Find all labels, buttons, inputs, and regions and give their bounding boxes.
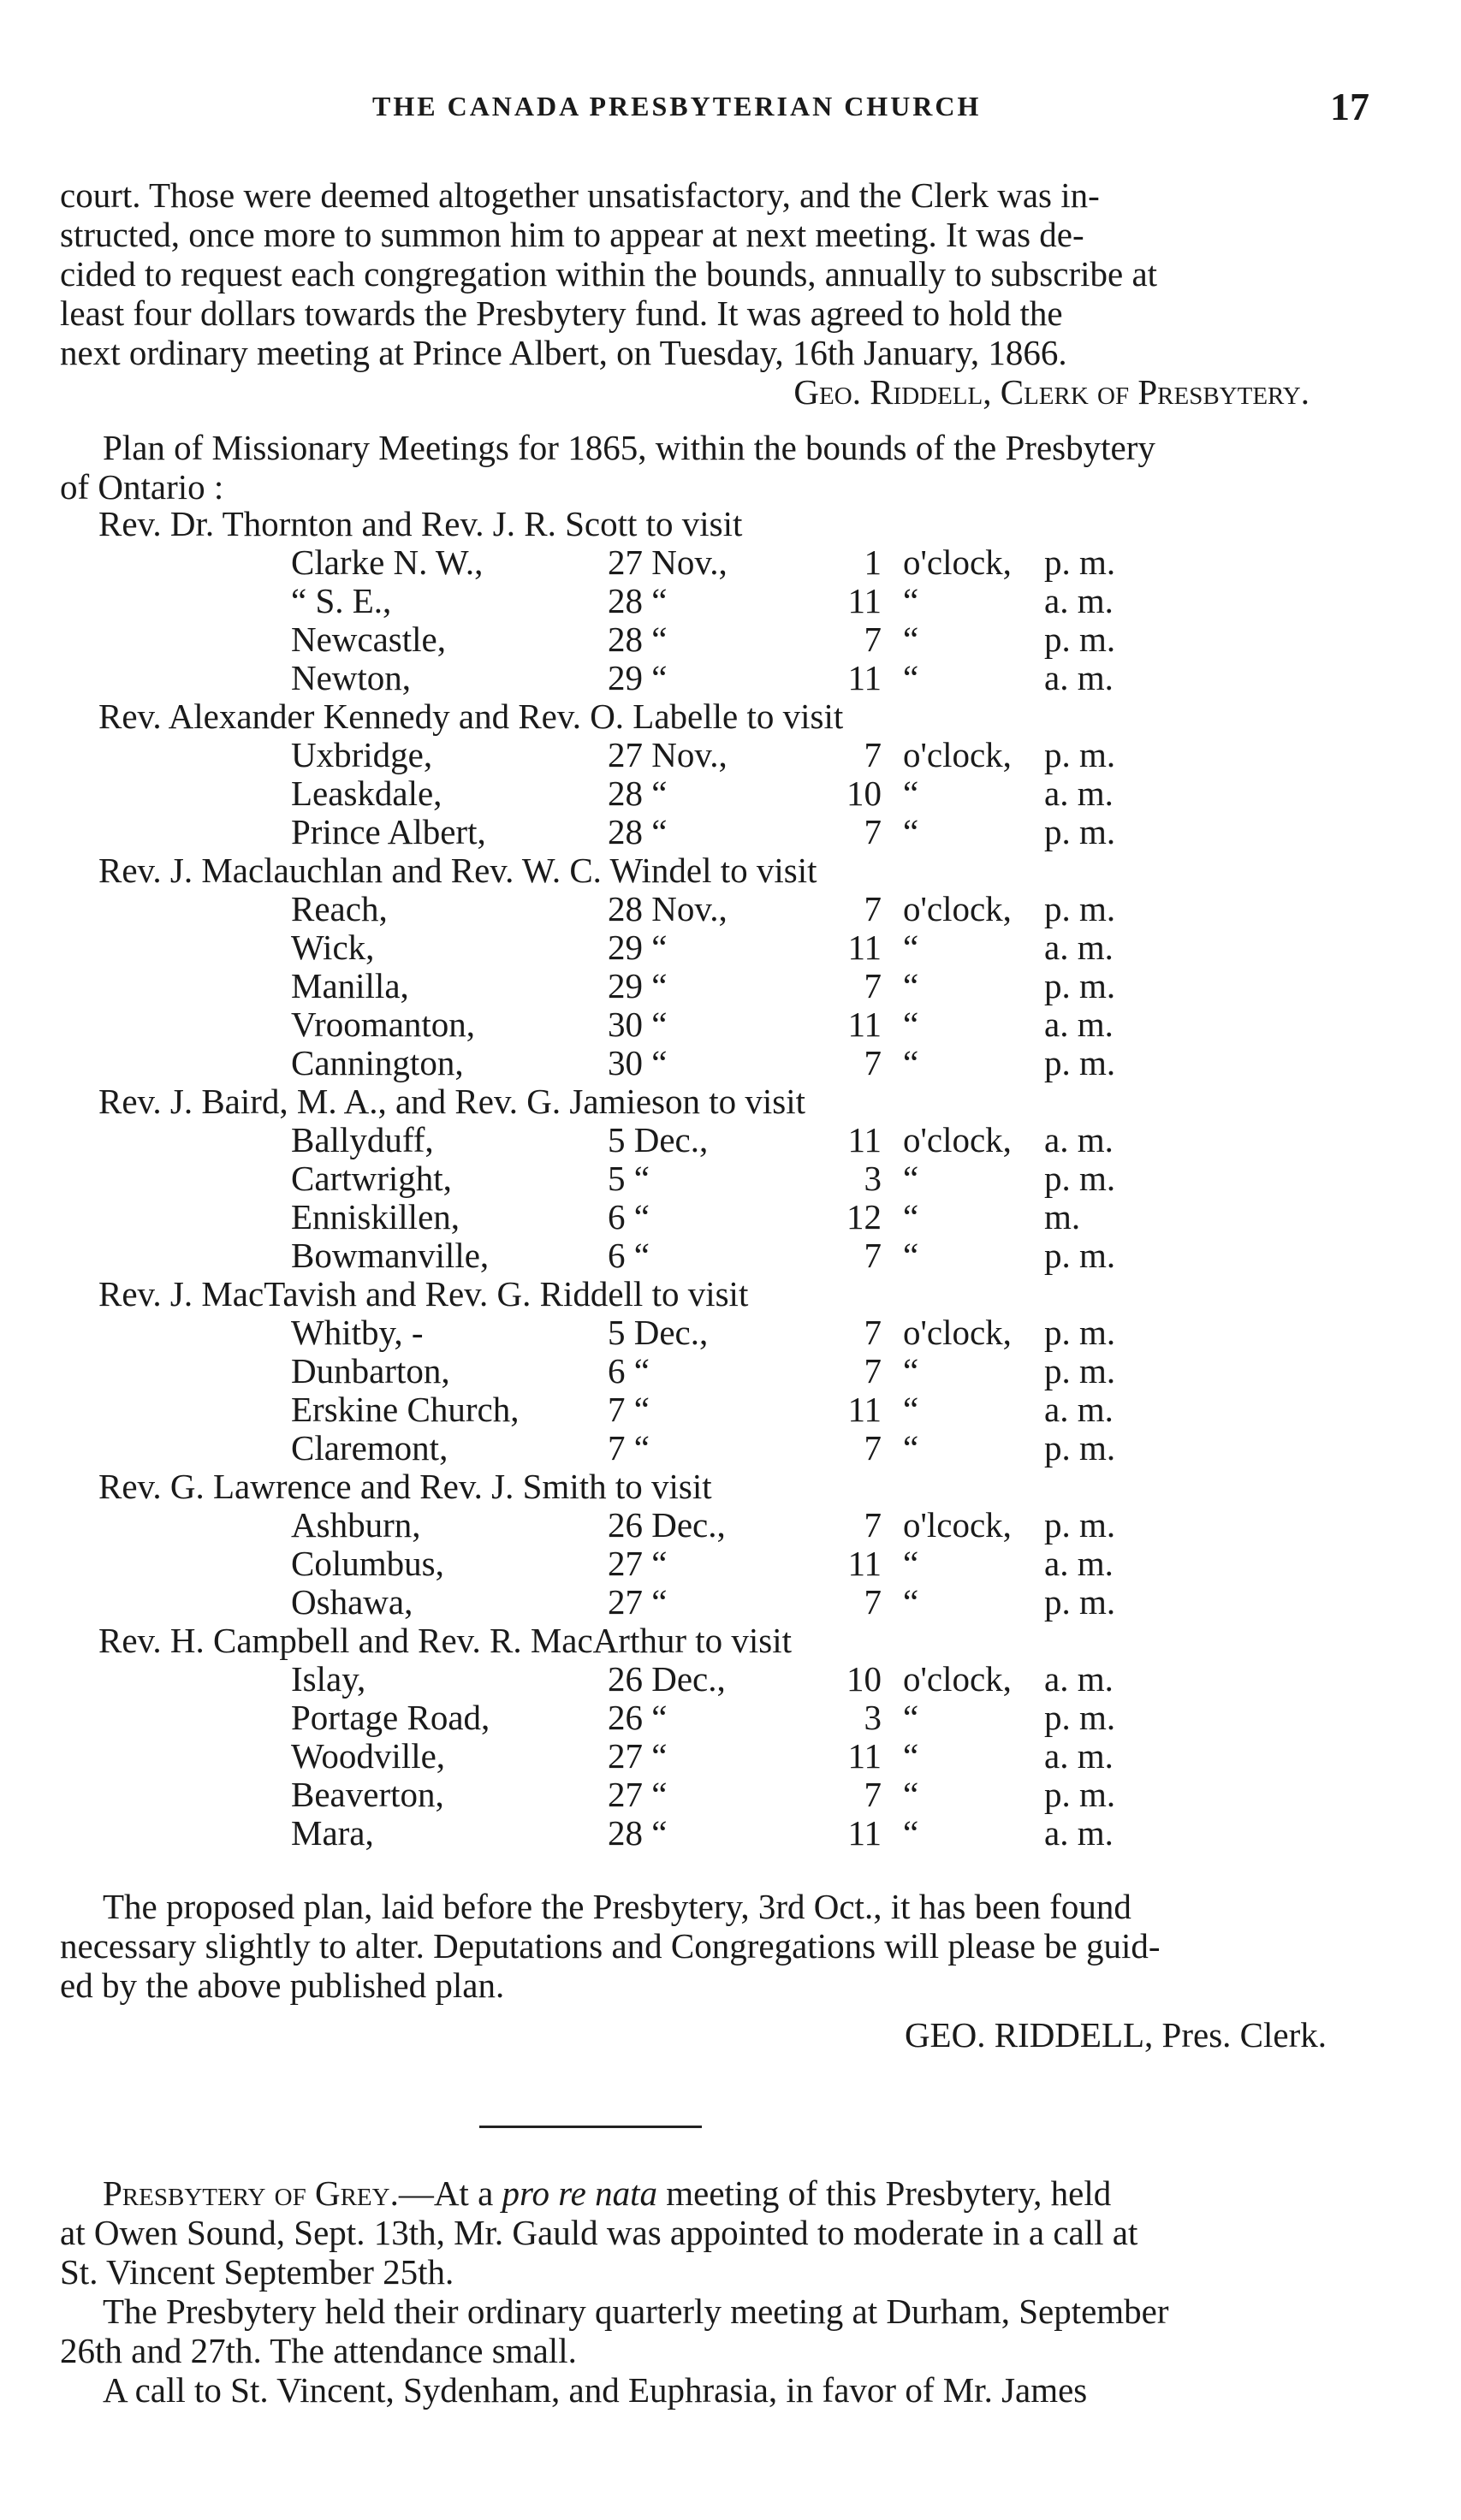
meeting-period: p. m. <box>1044 735 1116 774</box>
italic-phrase: pro re nata <box>502 2173 657 2213</box>
meeting-place: Prince Albert, <box>291 812 486 851</box>
meeting-hour: 7 <box>864 889 882 928</box>
meeting-period: a. m. <box>1044 928 1114 967</box>
meeting-time-unit: “ <box>903 1544 919 1583</box>
meeting-period: a. m. <box>1044 1813 1114 1853</box>
running-head <box>103 84 1369 135</box>
meeting-place: Newton, <box>291 658 412 697</box>
meeting-row <box>60 1660 1378 1699</box>
meeting-time-unit: “ <box>903 620 919 659</box>
meeting-row <box>60 1005 1378 1044</box>
meeting-place: Erskine Church, <box>291 1390 520 1429</box>
meeting-row <box>60 1545 1378 1583</box>
meeting-row <box>60 774 1378 813</box>
meeting-period: a. m. <box>1044 774 1114 813</box>
meeting-hour: 3 <box>864 1159 882 1198</box>
meeting-time-unit: “ <box>903 1159 919 1198</box>
meeting-hour: 1 <box>864 543 882 582</box>
meeting-row <box>60 1776 1378 1814</box>
meeting-date: 27 “ <box>608 1544 668 1583</box>
meeting-time-unit: o'clock, <box>903 1313 1012 1352</box>
text-line: necessary slightly to alter. Deputations and Congregations will please be guid- <box>60 1926 1161 1966</box>
meeting-place: Ashburn, <box>291 1505 421 1545</box>
signature-pres-clerk: GEO. RIDDELL, Pres. Clerk. <box>904 2015 1327 2055</box>
meeting-period: p. m. <box>1044 1043 1116 1082</box>
meeting-period: p. m. <box>1044 1159 1116 1198</box>
deputation-header: Rev. J. Maclauchlan and Rev. W. C. Windel to visit <box>98 851 817 890</box>
meeting-place: Mara, <box>291 1813 374 1853</box>
meeting-time-unit: “ <box>903 1043 919 1082</box>
meeting-hour: 7 <box>864 1428 882 1468</box>
text-line: structed, once more to summon him to appear at next meeting. It was de- <box>60 215 1084 254</box>
meeting-hour: 7 <box>864 1236 882 1275</box>
meeting-time-unit: o'clock, <box>903 543 1012 582</box>
meeting-period: a. m. <box>1044 1736 1114 1776</box>
deputation-header: Rev. Alexander Kennedy and Rev. O. Labelle to visit <box>98 697 844 736</box>
meeting-period: m. <box>1044 1197 1081 1236</box>
meeting-time-unit: “ <box>903 966 919 1005</box>
deputation-header: Rev. J. MacTavish and Rev. G. Riddell to visit <box>98 1274 749 1313</box>
meeting-date: 30 “ <box>608 1005 668 1044</box>
page-number: 17 <box>1330 85 1369 128</box>
running-title: THE CANADA PRESBYTERIAN CHURCH <box>372 91 982 122</box>
meeting-date: 26 Dec., <box>608 1505 726 1545</box>
meeting-time-unit: o'clock, <box>903 1120 1012 1159</box>
meeting-period: p. m. <box>1044 1313 1116 1352</box>
meeting-date: 5 Dec., <box>608 1313 709 1352</box>
meeting-hour: 11 <box>847 1005 882 1044</box>
meeting-row <box>60 928 1378 967</box>
meeting-time-unit: o'lcock, <box>903 1505 1012 1545</box>
meeting-place: Leaskdale, <box>291 774 442 813</box>
meeting-row <box>60 1737 1378 1776</box>
meeting-time-unit: “ <box>903 1813 919 1853</box>
meeting-place: Whitby, - <box>291 1313 424 1352</box>
meeting-date: 27 Nov., <box>608 543 728 582</box>
meeting-date: 26 Dec., <box>608 1659 726 1699</box>
meeting-row <box>60 1159 1378 1198</box>
meeting-date: 29 “ <box>608 966 668 1005</box>
meeting-period: p. m. <box>1044 966 1116 1005</box>
meeting-time-unit: o'clock, <box>903 1659 1012 1699</box>
meeting-time-unit: “ <box>903 1197 919 1236</box>
meeting-hour: 7 <box>864 1043 882 1082</box>
meeting-row <box>60 1352 1378 1390</box>
meeting-hour: 7 <box>864 1313 882 1352</box>
meeting-period: a. m. <box>1044 1659 1114 1699</box>
meeting-time-unit: “ <box>903 1351 919 1390</box>
meeting-time-unit: “ <box>903 1236 919 1275</box>
deputation-header: Rev. G. Lawrence and Rev. J. Smith to visit <box>98 1467 712 1506</box>
meeting-place: Uxbridge, <box>291 735 433 774</box>
meeting-place: Dunbarton, <box>291 1351 450 1390</box>
meeting-time-unit: “ <box>903 1390 919 1429</box>
meeting-hour: 12 <box>846 1197 882 1236</box>
meeting-place: Cannington, <box>291 1043 464 1082</box>
meeting-row <box>60 890 1378 928</box>
meeting-hour: 11 <box>847 658 882 697</box>
text-line: A call to St. Vincent, Sydenham, and Euphrasia, in favor of Mr. James <box>103 2370 1088 2410</box>
meeting-row <box>60 736 1378 774</box>
meeting-row <box>60 620 1378 659</box>
meeting-place: Portage Road, <box>291 1698 490 1737</box>
meeting-time-unit: “ <box>903 928 919 967</box>
text-line: ed by the above published plan. <box>60 1966 505 2005</box>
meeting-hour: 10 <box>846 1659 882 1699</box>
meeting-row <box>60 543 1378 582</box>
text-line: cided to request each congregation within the bounds, annually to subscribe at <box>60 254 1158 294</box>
meeting-period: p. m. <box>1044 812 1116 851</box>
meeting-period: a. m. <box>1044 658 1114 697</box>
meeting-place: Reach, <box>291 889 388 928</box>
meeting-place: Bowmanville, <box>291 1236 490 1275</box>
meeting-place: Manilla, <box>291 966 409 1005</box>
meeting-hour: 11 <box>847 928 882 967</box>
meeting-row <box>60 813 1378 851</box>
text-line: of Ontario : <box>60 467 224 507</box>
meeting-date: 5 Dec., <box>608 1120 709 1159</box>
meeting-time-unit: “ <box>903 774 919 813</box>
meeting-time-unit: o'clock, <box>903 735 1012 774</box>
meeting-hour: 11 <box>847 1390 882 1429</box>
meeting-row <box>60 1814 1378 1853</box>
meeting-row <box>60 1583 1378 1622</box>
text-line: The Presbytery held their ordinary quarterly meeting at Durham, September <box>103 2292 1169 2331</box>
meeting-date: 28 “ <box>608 812 668 851</box>
meeting-place: Enniskillen, <box>291 1197 460 1236</box>
meeting-date: 30 “ <box>608 1043 668 1082</box>
text-line: Plan of Missionary Meetings for 1865, within the bounds of the Presbytery <box>103 428 1155 467</box>
meeting-time-unit: “ <box>903 1698 919 1737</box>
meeting-period: p. m. <box>1044 620 1116 659</box>
meeting-hour: 11 <box>847 1544 882 1583</box>
meeting-time-unit: “ <box>903 658 919 697</box>
top-paragraph <box>60 175 1378 412</box>
text-line: court. Those were deemed altogether unsatisfactory, and the Clerk was in- <box>60 175 1100 215</box>
meeting-row <box>60 659 1378 697</box>
meeting-place: Cartwright, <box>291 1159 452 1198</box>
plan-intro <box>60 428 1378 507</box>
meeting-place: Vroomanton, <box>291 1005 476 1044</box>
meeting-time-unit: “ <box>903 1775 919 1814</box>
meeting-place: Wick, <box>291 928 375 967</box>
meeting-row <box>60 1044 1378 1082</box>
meeting-hour: 7 <box>864 620 882 659</box>
meeting-period: p. m. <box>1044 1428 1116 1468</box>
deputation-header: Rev. H. Campbell and Rev. R. MacArthur to visit <box>98 1621 793 1660</box>
meeting-row <box>60 1198 1378 1236</box>
meeting-date: 28 “ <box>608 620 668 659</box>
meeting-place: “ S. E., <box>291 581 392 620</box>
meeting-row <box>60 582 1378 620</box>
meeting-time-unit: “ <box>903 1005 919 1044</box>
meeting-hour: 7 <box>864 966 882 1005</box>
meeting-time-unit: o'clock, <box>903 889 1012 928</box>
meeting-period: a. m. <box>1044 1120 1114 1159</box>
meeting-time-unit: “ <box>903 1428 919 1468</box>
meeting-row <box>60 1236 1378 1275</box>
meeting-period: a. m. <box>1044 1390 1114 1429</box>
text-fragment: meeting of this Presbytery, held <box>657 2173 1112 2213</box>
meeting-place: Ballyduff, <box>291 1120 434 1159</box>
meeting-date: 29 “ <box>608 928 668 967</box>
meeting-period: p. m. <box>1044 889 1116 928</box>
meeting-period: p. m. <box>1044 1351 1116 1390</box>
text-line <box>60 2173 1378 2213</box>
meeting-date: 28 “ <box>608 1813 668 1853</box>
meeting-date: 7 “ <box>608 1390 650 1429</box>
meeting-row <box>60 1429 1378 1468</box>
meeting-hour: 7 <box>864 735 882 774</box>
closing-paragraph <box>60 1887 1378 2055</box>
meeting-date: 28 Nov., <box>608 889 728 928</box>
meeting-period: a. m. <box>1044 581 1114 620</box>
meeting-period: p. m. <box>1044 543 1116 582</box>
meeting-date: 6 “ <box>608 1236 650 1275</box>
meeting-place: Claremont, <box>291 1428 448 1468</box>
meeting-hour: 3 <box>864 1698 882 1737</box>
meeting-date: 5 “ <box>608 1159 650 1198</box>
meeting-date: 27 Nov., <box>608 735 728 774</box>
meeting-hour: 11 <box>847 1736 882 1776</box>
meeting-time-unit: “ <box>903 1736 919 1776</box>
meeting-place: Beaverton, <box>291 1775 444 1814</box>
meeting-row <box>60 1699 1378 1737</box>
meeting-period: p. m. <box>1044 1236 1116 1275</box>
section-divider <box>479 2126 702 2128</box>
meeting-row <box>60 967 1378 1005</box>
meeting-hour: 11 <box>847 1120 882 1159</box>
meeting-place: Islay, <box>291 1659 366 1699</box>
signature-clerk: Geo. Riddell, Clerk of Presbytery. <box>793 372 1310 412</box>
meeting-date: 27 “ <box>608 1582 668 1622</box>
meeting-date: 6 “ <box>608 1351 650 1390</box>
section-heading: Presbytery of Grey. <box>103 2173 399 2213</box>
text-line: at Owen Sound, Sept. 13th, Mr. Gauld was appointed to moderate in a call at <box>60 2213 1138 2252</box>
meeting-time-unit: “ <box>903 1582 919 1622</box>
meeting-hour: 7 <box>864 812 882 851</box>
meeting-date: 26 “ <box>608 1698 668 1737</box>
meeting-date: 6 “ <box>608 1197 650 1236</box>
meeting-hour: 7 <box>864 1582 882 1622</box>
meeting-period: p. m. <box>1044 1505 1116 1545</box>
meeting-hour: 11 <box>847 581 882 620</box>
text-line: St. Vincent September 25th. <box>60 2252 454 2292</box>
text-line: next ordinary meeting at Prince Albert, on Tuesday, 16th January, 1866. <box>60 333 1067 372</box>
meeting-row <box>60 1313 1378 1352</box>
meeting-date: 27 “ <box>608 1736 668 1776</box>
meeting-date: 28 “ <box>608 774 668 813</box>
meeting-row <box>60 1121 1378 1159</box>
meeting-date: 29 “ <box>608 658 668 697</box>
meeting-place: Clarke N. W., <box>291 543 484 582</box>
meeting-place: Woodville, <box>291 1736 446 1776</box>
meeting-period: a. m. <box>1044 1005 1114 1044</box>
meeting-hour: 7 <box>864 1775 882 1814</box>
meeting-period: p. m. <box>1044 1775 1116 1814</box>
text-line: The proposed plan, laid before the Presbytery, 3rd Oct., it has been found <box>103 1887 1131 1926</box>
meeting-hour: 7 <box>864 1351 882 1390</box>
meeting-row <box>60 1390 1378 1429</box>
meeting-row <box>60 1506 1378 1545</box>
meeting-date: 7 “ <box>608 1428 650 1468</box>
meeting-hour: 11 <box>847 1813 882 1853</box>
meeting-date: 27 “ <box>608 1775 668 1814</box>
text-line: 26th and 27th. The attendance small. <box>60 2331 577 2370</box>
meeting-period: p. m. <box>1044 1582 1116 1622</box>
meeting-hour: 10 <box>846 774 882 813</box>
meeting-place: Oshawa, <box>291 1582 413 1622</box>
meeting-time-unit: “ <box>903 812 919 851</box>
meeting-schedule <box>60 505 1378 1853</box>
grey-section <box>60 2173 1378 2410</box>
meeting-hour: 7 <box>864 1505 882 1545</box>
meeting-date: 28 “ <box>608 581 668 620</box>
meeting-period: a. m. <box>1044 1544 1114 1583</box>
text-fragment: —At a <box>398 2173 502 2213</box>
meeting-place: Newcastle, <box>291 620 446 659</box>
meeting-period: p. m. <box>1044 1698 1116 1737</box>
meeting-time-unit: “ <box>903 581 919 620</box>
text-line: least four dollars towards the Presbytery fund. It was agreed to hold the <box>60 294 1063 333</box>
deputation-header: Rev. Dr. Thornton and Rev. J. R. Scott to visit <box>98 504 743 543</box>
deputation-header: Rev. J. Baird, M. A., and Rev. G. Jamieson to visit <box>98 1082 806 1121</box>
meeting-place: Columbus, <box>291 1544 444 1583</box>
